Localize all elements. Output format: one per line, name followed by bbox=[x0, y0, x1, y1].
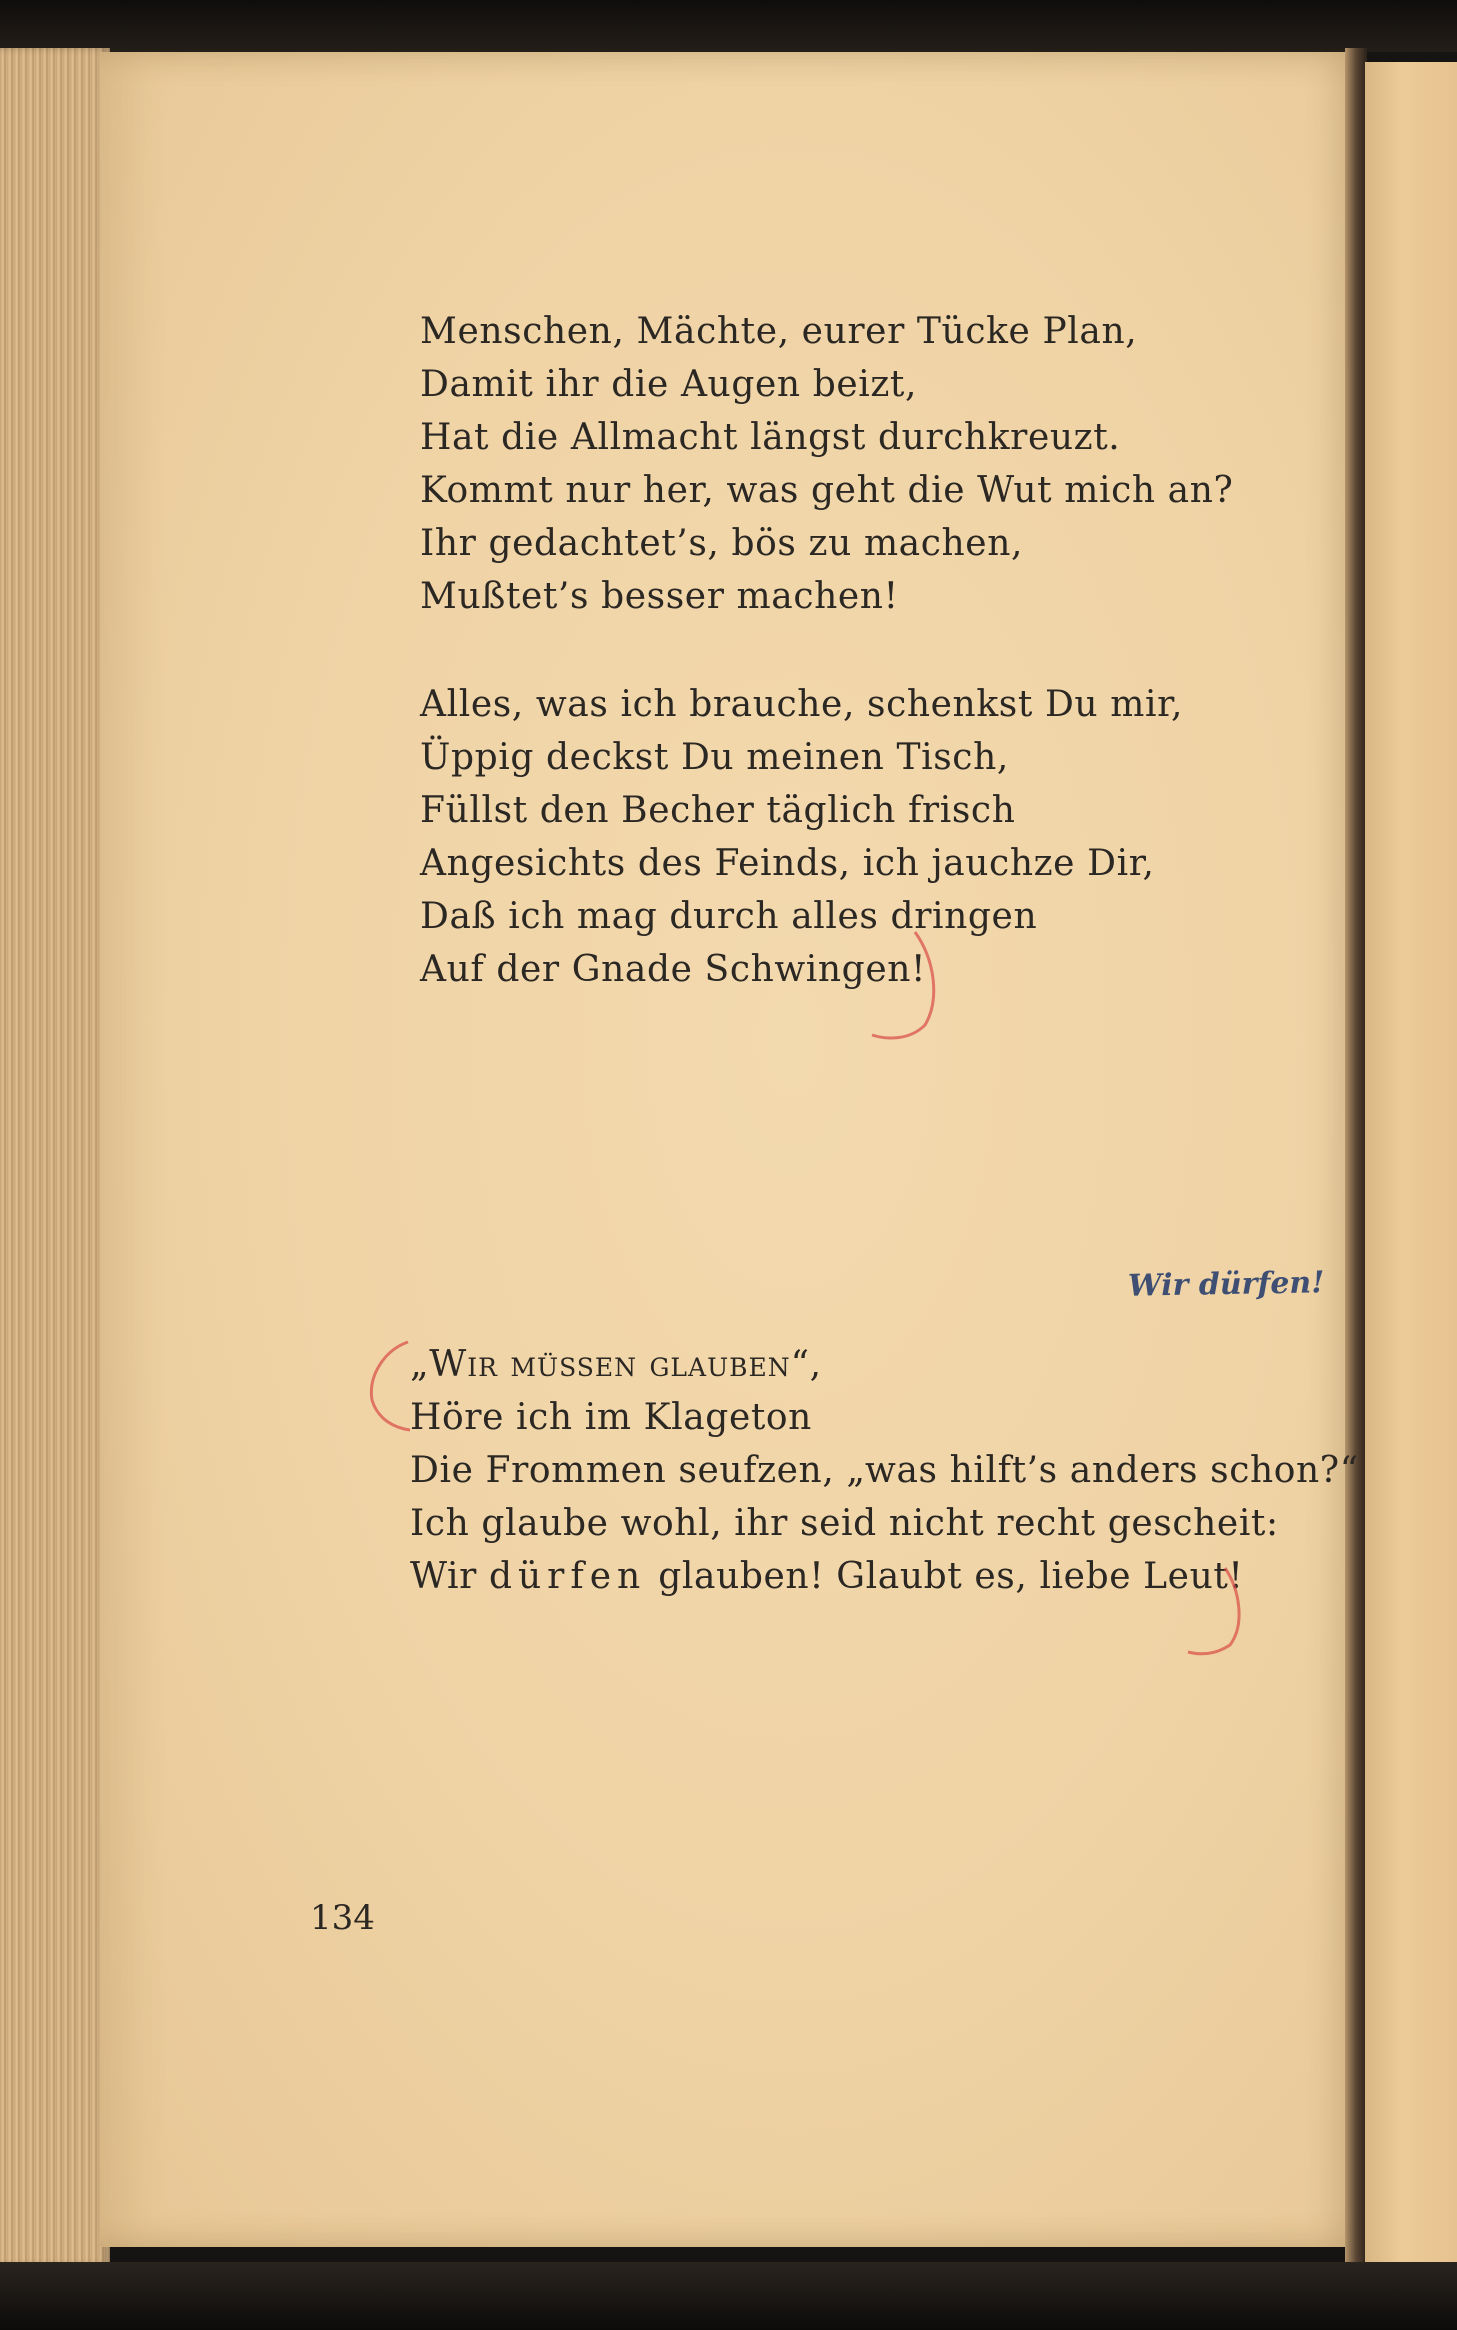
title-open-quote: „ bbox=[410, 1344, 430, 1385]
poem-line: Ich glaube wohl, ihr seid nicht recht gescheit: bbox=[410, 1503, 1279, 1544]
last-line-end: glauben! Glaubt es, liebe Leut! bbox=[646, 1556, 1244, 1597]
poem-line: Üppig deckst Du meinen Tisch, bbox=[420, 737, 1009, 778]
poem-line: Ihr gedachtet’s, bös zu machen, bbox=[420, 523, 1024, 564]
last-line-start: Wir bbox=[410, 1556, 489, 1597]
title-close-quote: “, bbox=[790, 1344, 822, 1385]
poem-line: Angesichts des Feinds, ich jauchze Dir, bbox=[420, 843, 1155, 884]
poem-line: Auf der Gnade Schwingen! bbox=[420, 949, 927, 990]
page-number: 134 bbox=[310, 1898, 375, 1938]
red-bracket-end-poem bbox=[1188, 1568, 1239, 1654]
poem-line: Die Frommen seufzen, „was hilft’s anders schon?“ bbox=[410, 1450, 1359, 1491]
poem-line: Füllst den Becher täglich frisch bbox=[420, 790, 1016, 831]
poem-line: Damit ihr die Augen beizt, bbox=[420, 364, 918, 405]
poem-line: Alles, was ich brauche, schenkst Du mir, bbox=[420, 684, 1183, 725]
poem-line: Höre ich im Klageton bbox=[410, 1397, 812, 1438]
poem-line: Hat die Allmacht längst durchkreuzt. bbox=[420, 417, 1121, 458]
poem-line: Daß ich mag durch alles dringen bbox=[420, 896, 1038, 937]
section-stamp: Wir dürfen! bbox=[1127, 1265, 1325, 1304]
poem-title: Wir müssen glauben bbox=[429, 1344, 791, 1385]
spaced-emphasis: dürfen bbox=[488, 1556, 647, 1597]
poem-line: Kommt nur her, was geht die Wut mich an? bbox=[420, 470, 1234, 511]
red-bracket-end-stanza-2 bbox=[872, 932, 934, 1038]
poem-line: Menschen, Mächte, eurer Tücke Plan, bbox=[420, 311, 1138, 352]
poem-line: Mußtet’s besser machen! bbox=[420, 576, 899, 617]
red-bracket-start-poem bbox=[371, 1342, 410, 1430]
